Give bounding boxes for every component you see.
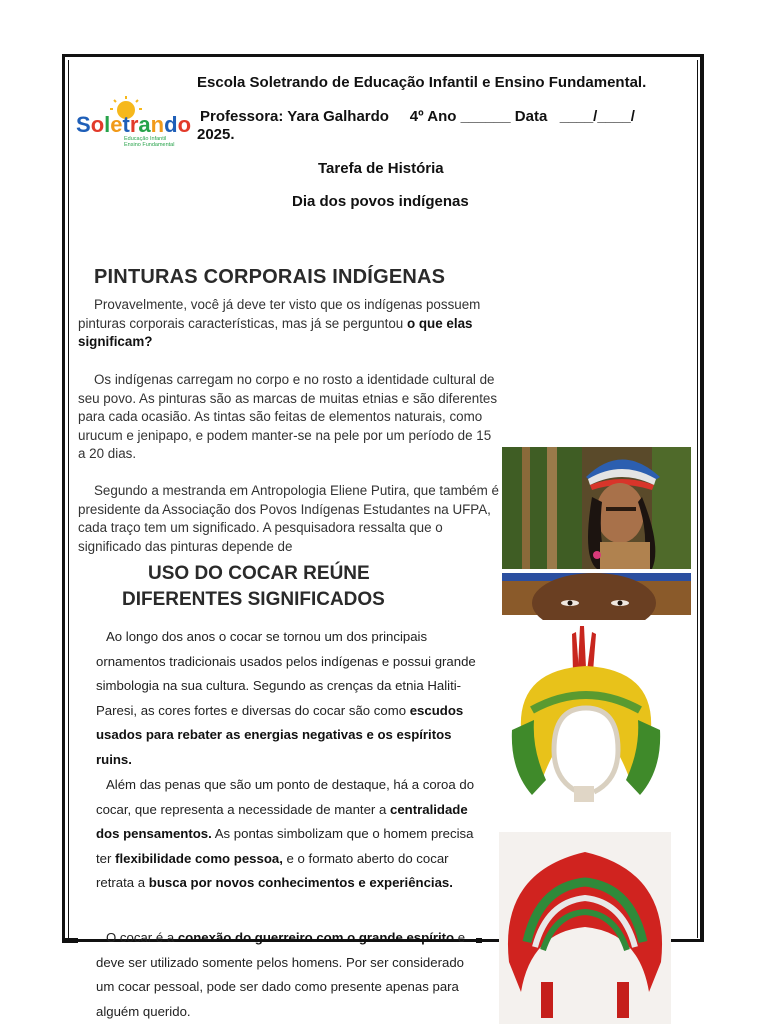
frame-bottom-mark-left — [62, 938, 78, 943]
svg-text:Soletrando: Soletrando — [76, 112, 192, 137]
photo-cocar-red-green — [499, 832, 671, 1024]
school-logo — [74, 94, 192, 150]
teacher-line: Professora: Yara Galhardo 4º Ano ______ Data ____/____/ — [200, 108, 635, 125]
article2-para1: Ao longo dos anos o cocar se tornou um dos principais ornamentos tradicionais usados pelos indígenas e possui grande simbologia na sua cultura. Segundo as crenças da etnia Haliti-Paresi, as cores fortes e diversas do cocar são como escudos usados para rebater as energias negativas e os espíritos ruins. — [96, 629, 476, 767]
svg-text:Educação Infantil: Educação Infantil — [124, 136, 167, 142]
frame-bottom-mark-right — [476, 938, 482, 943]
article2-para3: O cocar é a conexão do guerreiro com o grande espírito e deve ser utilizado somente pelos homens. Por ser considerado um cocar pessoal, pode ser dado como presente apenas para alguém querido. — [96, 930, 466, 1019]
article2-title-line1: USO DO COCAR REÚNE — [148, 563, 370, 584]
article1-para2: Os indígenas carregam no corpo e no rosto a identidade cultural de seu povo. As pinturas são as marcas de muitas etnias e são diferentes para cada ocasião. As tintas são feitas de elementos naturais, como urucum e jenipapo, e podem manter-se na pele por um período de 15 a 20 dias. — [78, 372, 498, 461]
topic-title: Dia dos povos indígenas — [292, 193, 469, 210]
svg-text:Ensino Fundamental: Ensino Fundamental — [124, 142, 175, 148]
article1-para1: Provavelmente, você já deve ter visto que os indígenas possuem pinturas corporais características, mas já se perguntou o que elas significam? — [78, 297, 481, 349]
article2-title-line2: DIFERENTES SIGNIFICADOS — [122, 589, 385, 610]
school-name: Escola Soletrando de Educação Infantil e Ensino Fundamental. — [197, 74, 647, 91]
article2-para2: Além das penas que são um ponto de destaque, há a coroa do cocar, que representa a necessidade de manter a centralidade dos pensamentos. As pontas simbolizam que o homem precisa ter flexibilidade como pessoa, e o formato aberto do cocar retrata a busca por novos conhecimentos e experiências. — [96, 777, 475, 891]
photo-cocar-yellow-green — [502, 620, 670, 806]
article1-title: PINTURAS CORPORAIS INDÍGENAS — [94, 266, 446, 288]
year: 2025. — [197, 126, 235, 143]
photo-indigenous-man — [502, 573, 691, 615]
task-title: Tarefa de História — [318, 160, 444, 177]
photo-indigenous-woman — [502, 447, 691, 569]
article1-para3: Segundo a mestranda em Antropologia Eliene Putira, que também é presidente da Associação dos Povos Indígenas Estudantes na UFPA, cada traço tem um significado. A pesquisadora ressalta que o significado das pinturas depende de — [78, 483, 499, 554]
